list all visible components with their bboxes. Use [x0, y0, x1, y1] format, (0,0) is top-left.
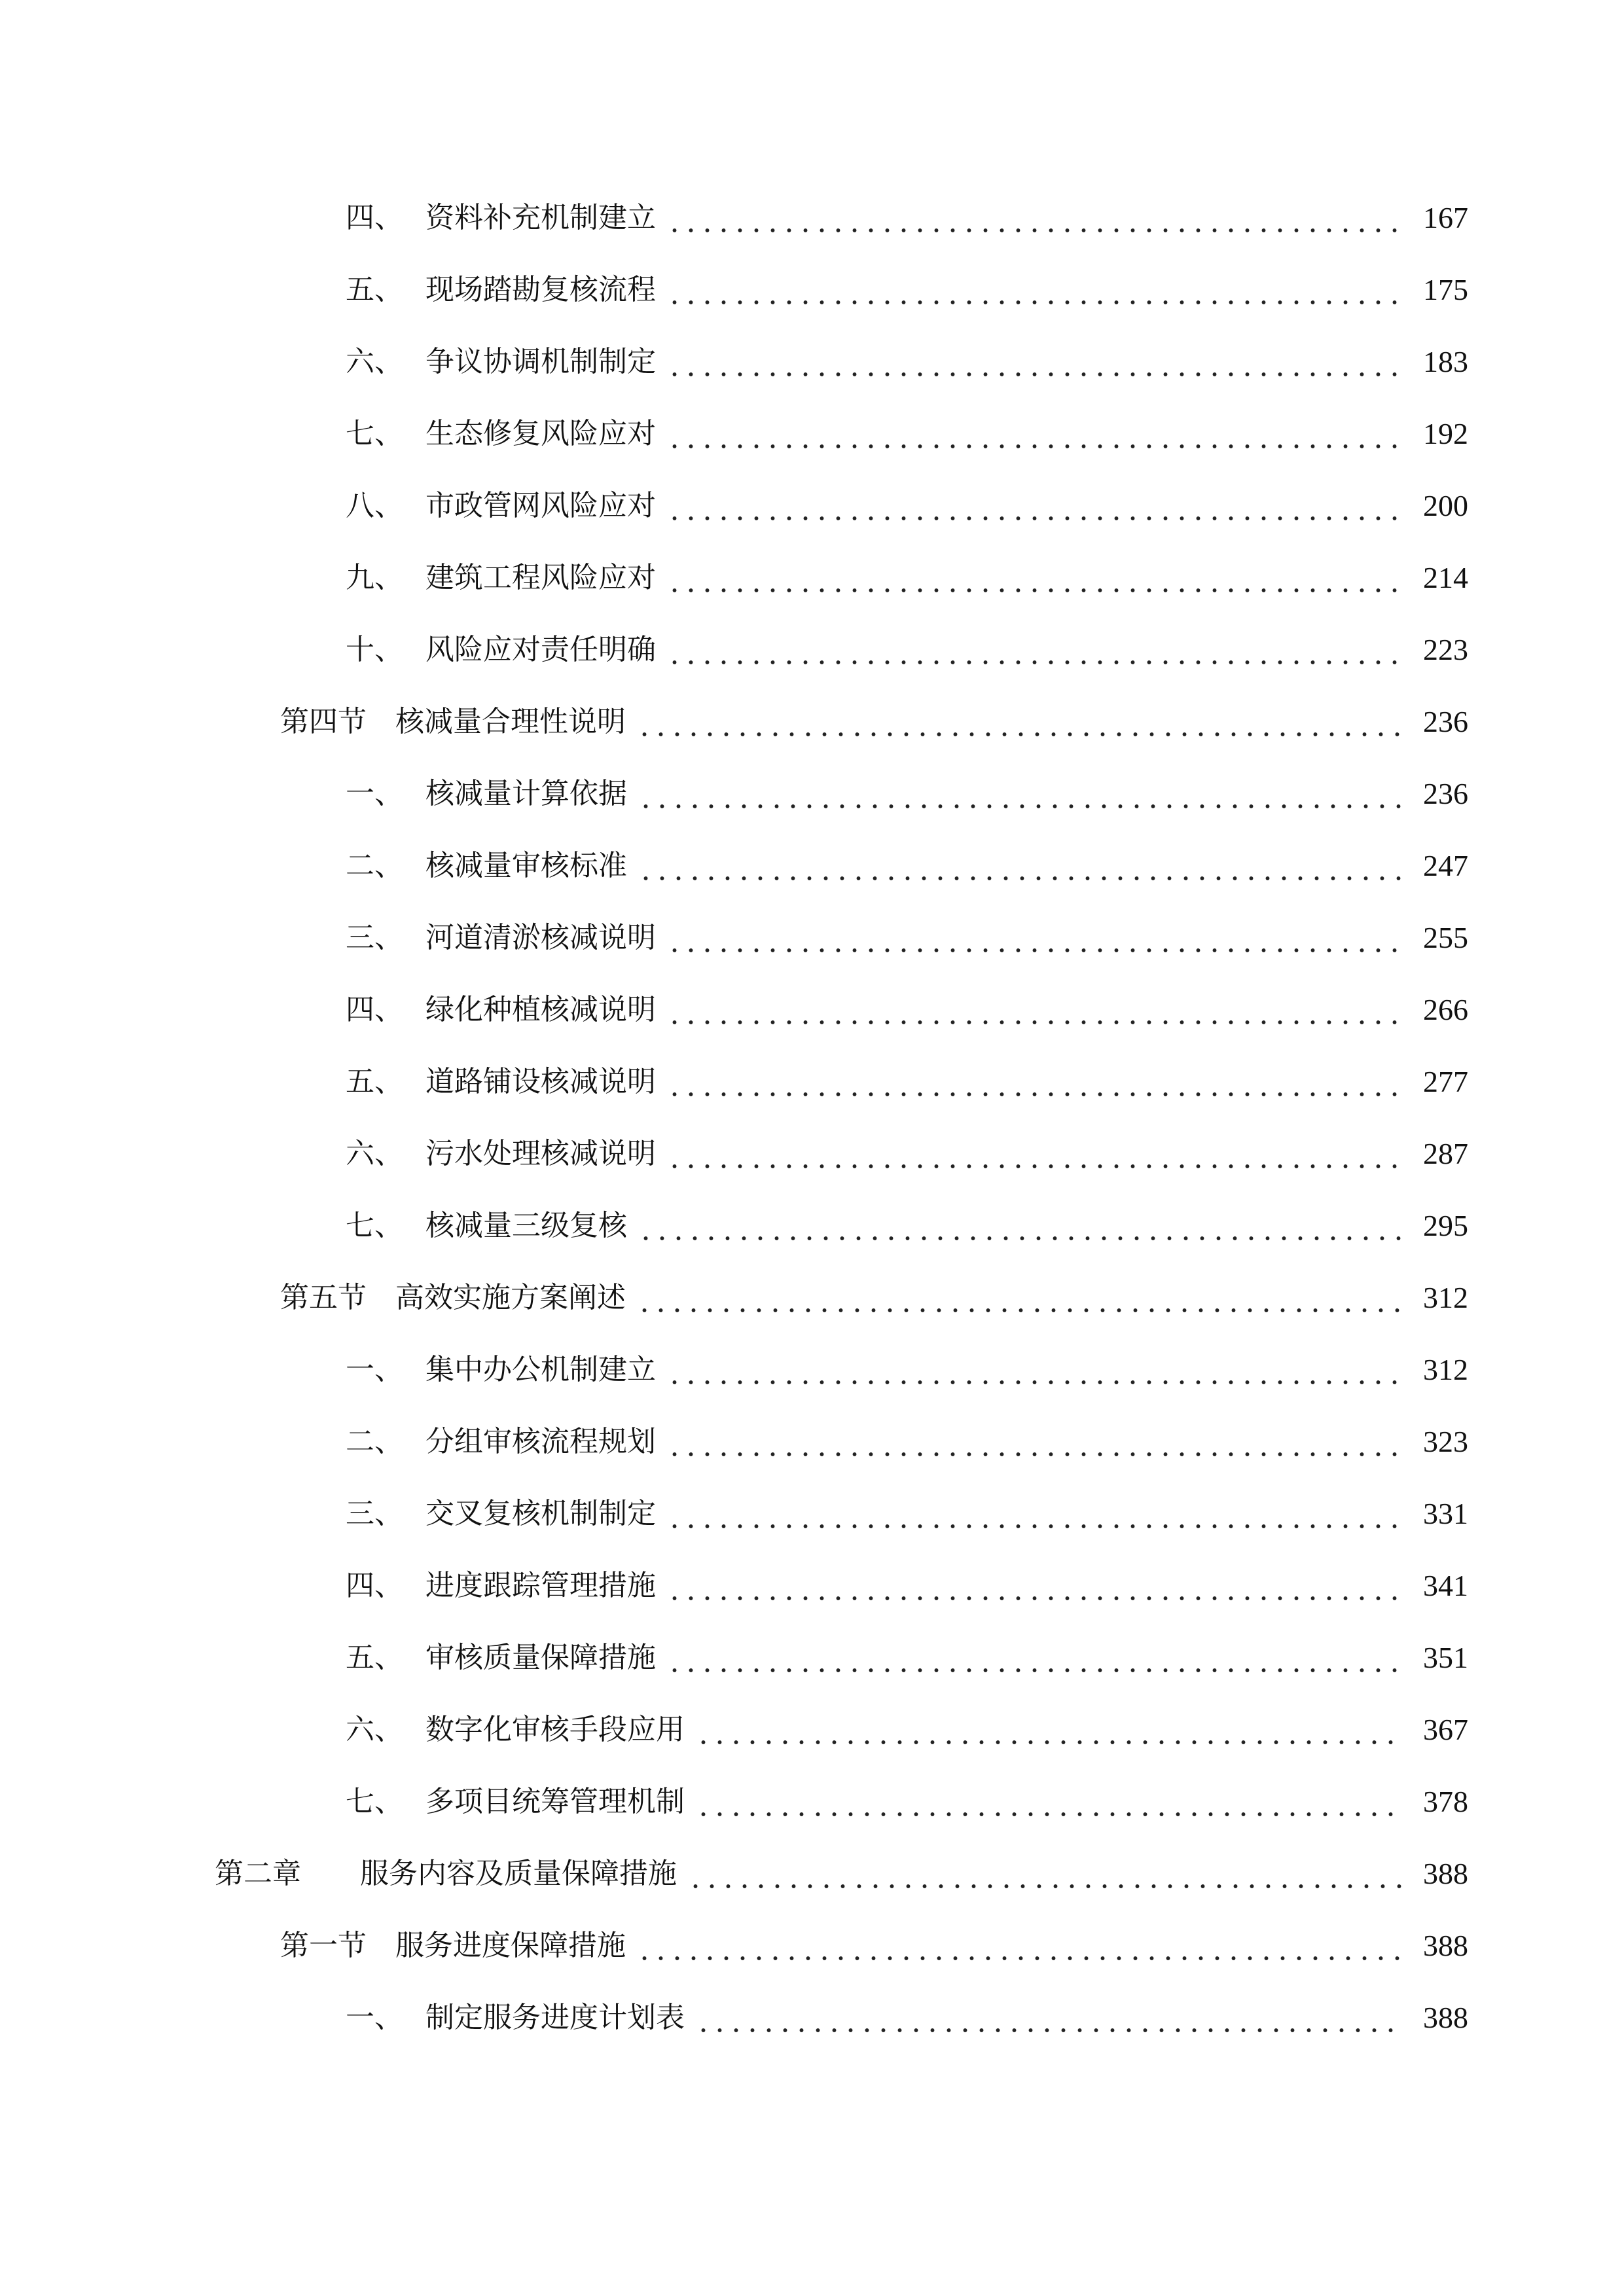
toc-entry[interactable]	[0, 840, 1624, 892]
toc-entry[interactable]	[0, 1560, 1624, 1612]
toc-entry-label	[346, 984, 656, 1036]
toc-entry-number: 七、	[346, 1209, 403, 1242]
dot-leader	[666, 1139, 1404, 1168]
toc-entry-title: 核减量合理性说明	[395, 705, 626, 738]
toc-entry-page-number: 351	[1423, 1641, 1468, 1674]
toc-entry[interactable]	[0, 1848, 1624, 1900]
toc-entry-number: 二、	[346, 849, 403, 882]
toc-entry-number: 第二章	[215, 1857, 301, 1890]
toc-entry-number: 第五节	[280, 1281, 367, 1314]
dot-leader	[666, 204, 1404, 232]
toc-entry-label	[346, 1200, 627, 1252]
toc-entry-title: 核减量审核标准	[425, 849, 627, 882]
toc-entry-number: 九、	[346, 561, 403, 594]
toc-entry-label	[346, 264, 656, 316]
dot-leader	[666, 564, 1404, 592]
toc-entry-page-number: 388	[1423, 1929, 1468, 1962]
toc-entry-page-number: 388	[1423, 1857, 1468, 1890]
dot-leader	[638, 852, 1404, 880]
dot-leader	[666, 348, 1404, 376]
toc-entry-label	[346, 1704, 685, 1756]
toc-entry-page-number: 378	[1423, 1785, 1468, 1818]
toc-entry-title: 风险应对责任明确	[425, 633, 656, 666]
toc-entry[interactable]	[0, 1200, 1624, 1252]
toc-entry-title: 道路铺设核减说明	[425, 1065, 656, 1098]
toc-entry-page-number: 192	[1423, 417, 1468, 450]
toc-entry[interactable]	[0, 192, 1624, 244]
toc-entry-label	[346, 552, 656, 604]
toc-entry-title: 数字化审核手段应用	[425, 1713, 685, 1746]
toc-entry-page-number: 200	[1423, 489, 1468, 522]
toc-entry-title: 交叉复核机制制定	[425, 1497, 656, 1530]
toc-entry-page-number: 331	[1423, 1497, 1468, 1530]
dot-leader	[636, 1283, 1404, 1312]
toc-entry[interactable]	[0, 264, 1624, 316]
toc-entry-title: 高效实施方案阐述	[395, 1281, 626, 1314]
toc-entry-label	[346, 624, 656, 676]
toc-entry-page-number: 323	[1423, 1425, 1468, 1458]
dot-leader	[666, 1355, 1404, 1384]
dot-leader	[666, 924, 1404, 952]
toc-entry-title: 进度跟踪管理措施	[425, 1569, 656, 1602]
toc-entry[interactable]	[0, 1776, 1624, 1828]
dot-leader	[666, 492, 1404, 520]
toc-entry-title: 服务进度保障措施	[395, 1929, 626, 1962]
toc-entry-page-number: 295	[1423, 1209, 1468, 1242]
toc-entry-number: 七、	[346, 417, 403, 450]
toc-entry[interactable]	[0, 552, 1624, 604]
toc-entry[interactable]	[0, 1344, 1624, 1396]
toc-entry-title: 资料补充机制建立	[425, 201, 656, 234]
toc-entry-title: 服务内容及质量保障措施	[360, 1857, 677, 1890]
toc-entry-title: 市政管网风险应对	[425, 489, 656, 522]
toc-entry[interactable]	[0, 336, 1624, 388]
dot-leader	[666, 420, 1404, 448]
toc-entry-number: 四、	[346, 993, 403, 1026]
toc-entry-label	[346, 768, 627, 820]
dot-leader	[695, 1787, 1404, 1816]
toc-entry[interactable]	[0, 624, 1624, 676]
toc-entry-number: 二、	[346, 1425, 403, 1458]
toc-entry-page-number: 312	[1423, 1353, 1468, 1386]
toc-entry-page-number: 247	[1423, 849, 1468, 882]
toc-entry-page-number: 236	[1423, 777, 1468, 810]
toc-entry-label	[215, 1848, 677, 1900]
dot-leader	[666, 276, 1404, 304]
toc-entry-label	[346, 1992, 685, 2044]
toc-entry-number: 六、	[346, 1713, 403, 1746]
dot-leader	[636, 708, 1404, 736]
dot-leader	[695, 1715, 1404, 1744]
toc-entry[interactable]	[0, 1920, 1624, 1972]
toc-entry-label	[346, 1416, 656, 1468]
toc-entry-title: 建筑工程风险应对	[425, 561, 656, 594]
toc-entry[interactable]	[0, 984, 1624, 1036]
toc-entry[interactable]	[0, 1488, 1624, 1540]
toc-entry-number: 第四节	[280, 705, 367, 738]
toc-entry-label	[346, 1488, 656, 1540]
toc-entry-label	[280, 696, 626, 748]
toc-entry-number: 四、	[346, 201, 403, 234]
toc-entry-label	[346, 408, 656, 460]
toc-entry-title: 绿化种植核减说明	[425, 993, 656, 1026]
dot-leader	[666, 1643, 1404, 1672]
toc-entry-number: 十、	[346, 633, 403, 666]
dot-leader	[666, 1067, 1404, 1096]
toc-entry[interactable]	[0, 1992, 1624, 2044]
toc-entry-number: 五、	[346, 273, 403, 306]
dot-leader	[636, 1931, 1404, 1960]
toc-entry[interactable]	[0, 696, 1624, 748]
toc-entry-number: 三、	[346, 1497, 403, 1530]
toc-entry-number: 七、	[346, 1785, 403, 1818]
dot-leader	[695, 2003, 1404, 2032]
toc-entry[interactable]	[0, 1416, 1624, 1468]
toc-entry-page-number: 223	[1423, 633, 1468, 666]
toc-entry[interactable]	[0, 1128, 1624, 1180]
toc-entry-number: 四、	[346, 1569, 403, 1602]
toc-entry-page-number: 175	[1423, 273, 1468, 306]
toc-entry-number: 一、	[346, 777, 403, 810]
toc-entry-label	[346, 1776, 685, 1828]
dot-leader	[638, 1211, 1404, 1240]
toc-entry-page-number: 287	[1423, 1137, 1468, 1170]
toc-entry[interactable]	[0, 1272, 1624, 1324]
dot-leader	[666, 636, 1404, 664]
toc-entry-number: 一、	[346, 2001, 403, 2034]
toc-entry-number: 第一节	[280, 1929, 367, 1962]
toc-entry-label	[346, 1344, 656, 1396]
toc-entry-number: 三、	[346, 921, 403, 954]
toc-entry-page-number: 214	[1423, 561, 1468, 594]
toc-entry-label	[346, 1128, 656, 1180]
toc-entry-label	[280, 1272, 626, 1324]
toc-entry-title: 集中办公机制建立	[425, 1353, 656, 1386]
toc-entry[interactable]	[0, 1632, 1624, 1684]
toc-entry-page-number: 183	[1423, 345, 1468, 378]
toc-entry-page-number: 341	[1423, 1569, 1468, 1602]
dot-leader	[666, 1427, 1404, 1456]
toc-entry-number: 五、	[346, 1065, 403, 1098]
toc-entry-page-number: 266	[1423, 993, 1468, 1026]
toc-entry-label	[346, 336, 656, 388]
toc-entry-label	[346, 1056, 656, 1108]
toc-entry-page-number: 255	[1423, 921, 1468, 954]
toc-entry-number: 一、	[346, 1353, 403, 1386]
toc-entry-label	[346, 480, 656, 532]
dot-leader	[687, 1859, 1404, 1888]
toc-entry[interactable]	[0, 912, 1624, 964]
toc-entry-number: 八、	[346, 489, 403, 522]
toc-entry-title: 多项目统筹管理机制	[425, 1785, 685, 1818]
toc-entry-label	[346, 912, 656, 964]
toc-entry[interactable]	[0, 480, 1624, 532]
dot-leader	[666, 996, 1404, 1024]
dot-leader	[666, 1499, 1404, 1528]
toc-entry-title: 污水处理核减说明	[425, 1137, 656, 1170]
toc-entry-title: 分组审核流程规划	[425, 1425, 656, 1458]
dot-leader	[638, 780, 1404, 808]
toc-entry-title: 核减量三级复核	[425, 1209, 627, 1242]
toc-entry-page-number: 367	[1423, 1713, 1468, 1746]
toc-entry-number: 六、	[346, 345, 403, 378]
toc-entry-title: 现场踏勘复核流程	[425, 273, 656, 306]
toc-entry[interactable]	[0, 1704, 1624, 1756]
toc-entry[interactable]	[0, 1056, 1624, 1108]
toc-entry-page-number: 236	[1423, 705, 1468, 738]
toc-entry-label	[346, 192, 656, 244]
toc-entry-page-number: 312	[1423, 1281, 1468, 1314]
toc-entry[interactable]	[0, 768, 1624, 820]
toc-entry-page-number: 388	[1423, 2001, 1468, 2034]
toc-entry-title: 河道清淤核减说明	[425, 921, 656, 954]
toc-entry-page-number: 167	[1423, 201, 1468, 234]
toc-entry-label	[346, 840, 627, 892]
toc-entry-label	[280, 1920, 626, 1972]
toc-entry-page-number: 277	[1423, 1065, 1468, 1098]
toc-entry-label	[346, 1560, 656, 1612]
toc-entry-label	[346, 1632, 656, 1684]
toc-entry-title: 生态修复风险应对	[425, 417, 656, 450]
toc-entry-number: 五、	[346, 1641, 403, 1674]
toc-entry[interactable]	[0, 408, 1624, 460]
toc-entry-number: 六、	[346, 1137, 403, 1170]
dot-leader	[666, 1571, 1404, 1600]
toc-entry-title: 审核质量保障措施	[425, 1641, 656, 1674]
toc-entry-title: 制定服务进度计划表	[425, 2001, 685, 2034]
toc-entry-title: 核减量计算依据	[425, 777, 627, 810]
toc-entry-title: 争议协调机制制定	[425, 345, 656, 378]
